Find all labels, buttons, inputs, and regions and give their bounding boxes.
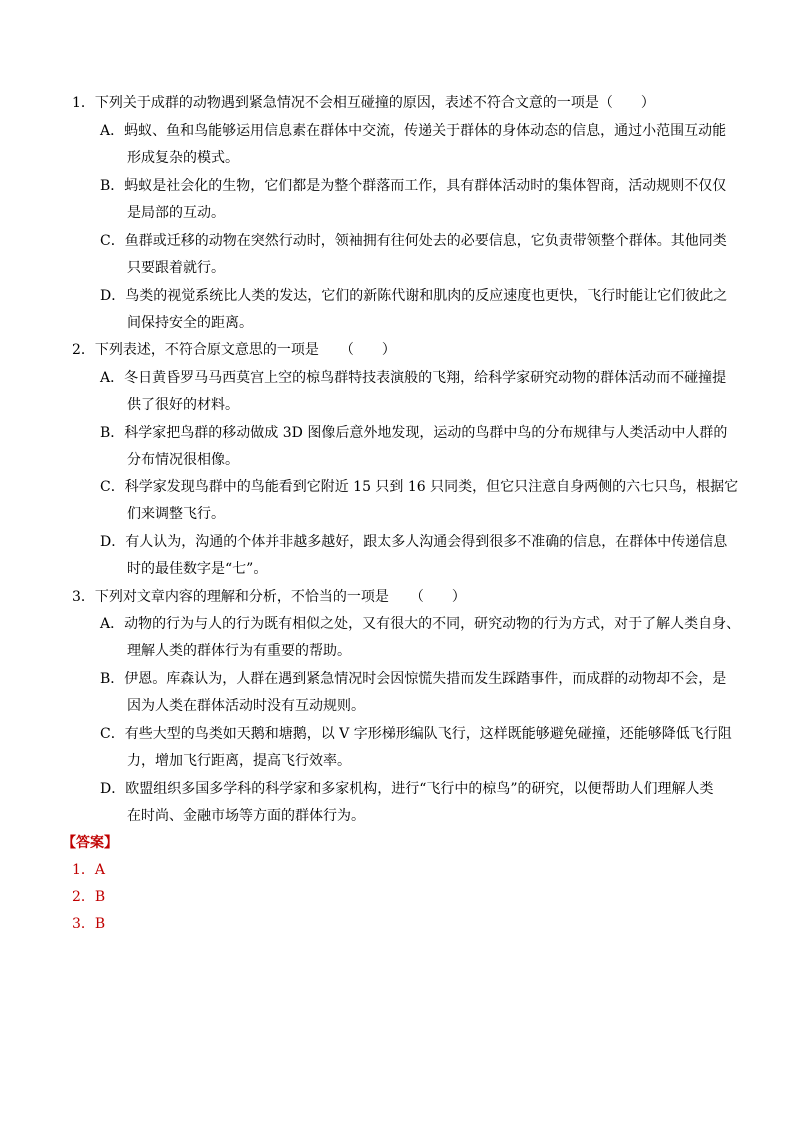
question-3-option-c: C．有些大型的鸟类如天鹅和塘鹅，以 V 字形梯形编队飞行，这样既能够避免碰撞，还能够降低飞行阻 [100,726,732,742]
question-2-option-b: B．科学家把鸟群的移动做成 3D 图像后意外地发现，运动的鸟群中鸟的分布规律与人类活动中人群的 [100,425,728,441]
question-1-option-b-cont: 是局部的互动。 [127,205,225,221]
question-1-option-b: B．蚂蚁是社会化的生物，它们都是为整个群落而工作，具有群体活动时的集体智商，活动规则不仅仅 [100,178,727,194]
question-2-option-a-cont: 供了很好的材料。 [127,397,239,413]
question-2-option-d-cont: 时的最佳数字是“七”。 [127,561,268,577]
question-1-option-a-cont: 形成复杂的模式。 [127,150,239,166]
question-3-option-d-cont: 在时尚、金融市场等方面的群体行为。 [127,808,365,824]
question-3-option-d: D．欧盟组织多国多学科的科学家和多家机构，进行“飞行中的椋鸟”的研究，以便帮助人们理解人类 [100,781,714,797]
question-3-option-c-cont: 力，增加飞行距离，提高飞行效率。 [127,753,351,769]
question-3-option-a-cont: 理解人类的群体行为有重要的帮助。 [127,643,351,659]
answer-3: 3．B [72,916,106,932]
question-2-option-c: C．科学家发现鸟群中的鸟能看到它附近 15 只到 16 只同类，但它只注意自身两侧的六七只鸟，根据它 [100,479,739,495]
question-1-option-a: A．蚂蚁、鱼和鸟能够运用信息素在群体中交流，传递关于群体的身体动态的信息，通过小范围互动能 [100,123,727,139]
answers-heading: 【答案】 [62,835,118,851]
question-1-stem: 1．下列关于成群的动物遇到紧急情况不会相互碰撞的原因，表述不符合文意的一项是（ ） [72,95,655,111]
question-2-option-a: A．冬日黄昏罗马马西莫宫上空的椋鸟群特技表演般的飞翔，给科学家研究动物的群体活动而不碰撞提 [100,370,727,386]
question-3-stem: 3．下列对文章内容的理解和分析，不恰当的一项是 （ ） [72,589,466,605]
question-3-option-b: B．伊恩。库森认为，人群在遇到紧急情况时会因惊慌失措而发生踩踏事件，而成群的动物却不会，是 [100,671,727,687]
question-2-option-c-cont: 们来调整飞行。 [127,506,225,522]
answer-1: 1．A [72,862,106,878]
question-1-option-d: D．鸟类的视觉系统比人类的发达，它们的新陈代谢和肌肉的反应速度也更快，飞行时能让它们彼此之 [100,288,728,304]
question-2-stem: 2．下列表述，不符合原文意思的一项是 （ ） [72,342,396,358]
question-2-option-d: D．有人认为，沟通的个体并非越多越好，跟太多人沟通会得到很多不准确的信息，在群体中传递信息 [100,534,728,550]
question-1-option-d-cont: 间保持安全的距离。 [127,315,253,331]
answer-2: 2．B [72,889,106,905]
question-3-option-b-cont: 因为人类在群体活动时没有互动规则。 [127,698,365,714]
question-3-option-a: A．动物的行为与人的行为既有相似之处，又有很大的不同，研究动物的行为方式，对于了解人类自身、 [100,616,741,632]
question-2-option-b-cont: 分布情况很相像。 [127,452,239,468]
question-1-option-c-cont: 只要跟着就行。 [127,260,225,276]
question-1-option-c: C．鱼群或迁移的动物在突然行动时，领袖拥有往何处去的必要信息，它负责带领整个群体。其他同类 [100,233,727,249]
